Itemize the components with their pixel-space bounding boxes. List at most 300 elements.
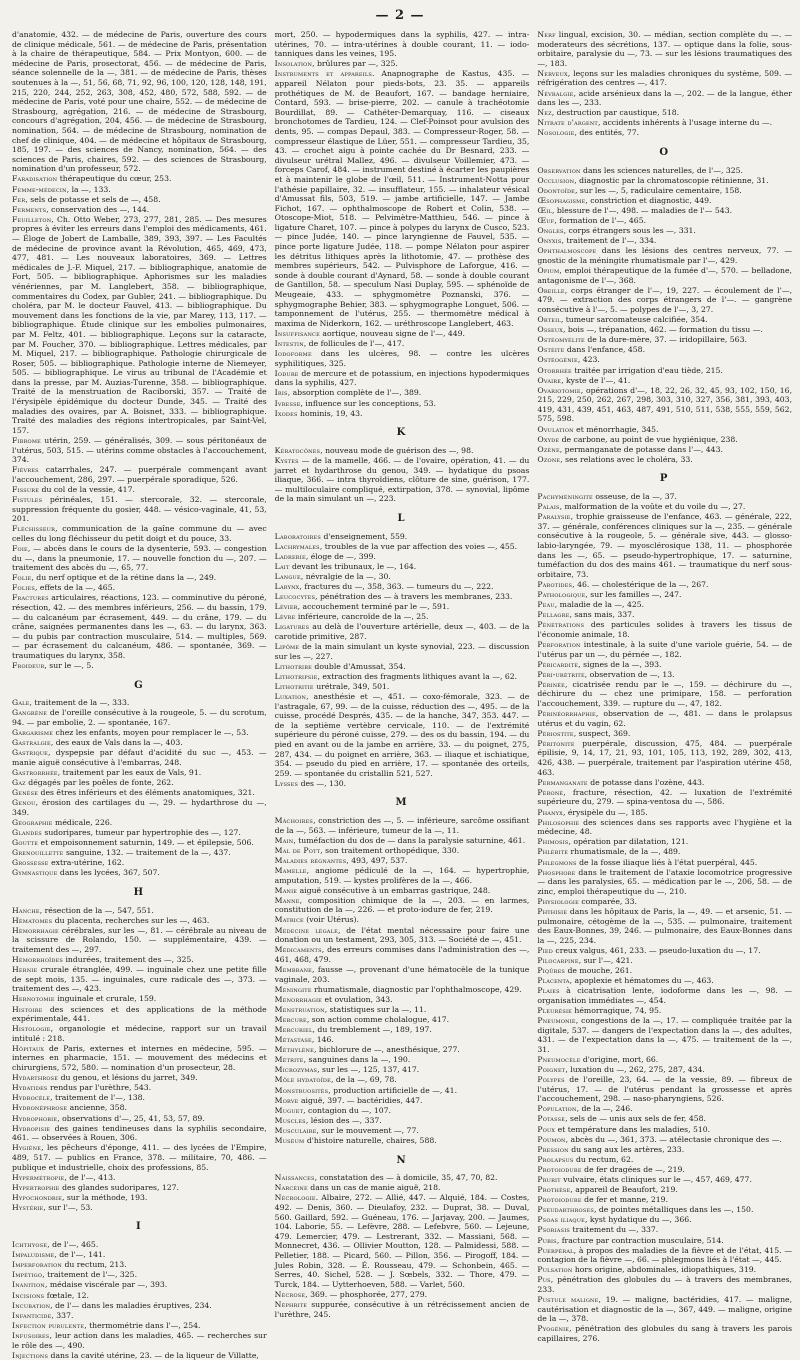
- index-term: Impétigo: [12, 1270, 43, 1280]
- index-text: indurées, traitement des —, 325.: [63, 955, 194, 965]
- index-term: Fractures: [12, 593, 49, 603]
- index-term: Protoiodure: [537, 1195, 582, 1205]
- index-text: , emploi thérapeutique de la fumée d'—, 570. — belladone, antagonisme de l'—, 368.: [537, 266, 793, 285]
- index-entry: [537, 1205, 792, 1215]
- index-entry: [12, 698, 267, 708]
- index-entry: [537, 1225, 792, 1235]
- index-text: extra-utérine, 162.: [48, 858, 125, 868]
- index-entry: [12, 858, 267, 868]
- index-entry: [537, 1104, 792, 1114]
- index-text: , de l'état mental nécessaire pour faire une donation ou un testament, 293, 305, 313. — Société de —, 451.: [274, 925, 530, 945]
- index-entry: [12, 1260, 267, 1270]
- index-text: , traitement de l'—, 325.: [42, 1270, 138, 1280]
- index-text: , fractures du —, 358, 363. — tumeurs du —, 222.: [299, 581, 494, 591]
- index-entry: [275, 602, 530, 612]
- index-term: Métastase: [274, 1035, 312, 1045]
- index-text: comparée, 33.: [578, 896, 637, 906]
- index-text: sanguine, 132. — traitement de la —, 437.: [63, 848, 231, 858]
- index-text: , extraction des fragments lithiques avant la —, 62.: [317, 671, 518, 681]
- index-term: Phlegmons: [537, 857, 577, 867]
- index-entry: [537, 445, 792, 455]
- index-text: , apoplexie et hématomes du —, 463.: [569, 976, 714, 986]
- index-term: Occlusion: [537, 175, 575, 185]
- index-term: Kystes: [274, 455, 299, 465]
- index-text: de mercure et de potassium, en injections hypodermiques dans la syphilis, 427.: [274, 368, 530, 388]
- index-text: . Anapnographe de Kastus, 435. — appareil Nélaton pour pieds-bots, 23. 35. — appareils prothétiques de M. de Beaufort, 167. — bandage herniaire, Contard, 593. — brise-pierre, 202. — canule à trachéotomie Bourdillat, 89. — Cathéter-Demarquay, 116. — ciseaux bronchotomes de Tardieu, 124. — Clef-Poinsot pour avulsion des dents, 95. — compas Depaul, 383. — Compresseur-Roger, 58. — compresseur élastique de Lüer, 551. — compresseur Tardieu, 35, 43. — crochet aigu à pointe cachée du Dr Besnard, 233. — divulseur urétral Mallez, 496. — divulseur Voillemier, 473. — forceps Carof, 484. — instrument destiné à écarter les paupières et à maintenir le globe de l'œil, 511. — Instrument-Notta pour l'athésie papillaire, 32. — insufflateur, 155. — inhalateur vésical d'Amussat fils, 503, 519. — jambe artificielle, 147. — Jambe Fichot, 167. — ophthalmoscope de Robert et Colin, 538. — Otoscope-Miot, 518. — Pelvimètre-Matthieu, 546. — pince à ligature Charet, 107. — pince à polypes du larynx de Cusco, 523. — pince Judée, 140. — pince laryngienne de Fauvel, 535. — pince porte ligature Judée, 118. — pompe Nélaton pour aspirer les détritus lithiques après la lithotomie, 47. — prothèse des membres supérieurs, 542. — Pulvisphore de Laforgue, 416. — sonde à double courant d'Aynard, 58. — sonde à double courant de Gantillon, 58. — speculum Nasi Duplay, 595. — sphénoïde de Meugeaie, 433. — sphygmomètre Poznanski, 376. — sphygmographe Behier, 383. — sphygmographe Longuet, 506. — tamponnement de l'utérus, 255. — thermomètre médical à maxima de Niderkorn, 162. — uréthroscope Langlebert, 463.: [274, 69, 530, 328]
- index-text: , brûlures par —, 325.: [312, 59, 398, 69]
- index-entry: [537, 1195, 792, 1205]
- index-term: Placenta: [537, 976, 570, 986]
- index-entry: [537, 620, 792, 639]
- index-text: , thermométrie dans l'—, 254.: [84, 1320, 201, 1330]
- index-term: Ivresse: [274, 398, 301, 408]
- index-entry: [275, 856, 530, 866]
- index-term: Perforation: [537, 639, 581, 649]
- index-entry: [537, 946, 792, 956]
- index-entry: [12, 215, 267, 436]
- index-term: Mâchoires: [274, 816, 314, 826]
- index-term: Ovaire: [537, 375, 562, 385]
- index-term: Plaies: [537, 986, 560, 996]
- index-text: de l'oreille, 23, 64. — de la vessie, 89. — fibreux de l'utérus, 17. — de l'utérus pendant la grossesse et après l'accouchement, 298. — naso-pharyngiens, 526.: [537, 1075, 793, 1104]
- index-entry: [537, 590, 792, 600]
- index-entry: [537, 1236, 792, 1246]
- index-text: d'origine, mort, 66.: [580, 1054, 659, 1064]
- section-letter: K: [396, 427, 408, 439]
- index-term: Foie: [12, 543, 28, 553]
- index-entry: [537, 660, 792, 670]
- index-text: , Ch. Otto Weber, 273, 277, 281, 285. — Des mesures propres à éviter les erreurs dans l'emploi des médicaments, 461. — Éloge de Jobert de Lamballe, 389, 393, 397. — Les Facultés de médecine de province avant la Révolution, 465, 469, 473, 477, 481. — Les nouveaux laboratoires, 369. — Lettres médicales de J.-F. Miquel, 217. — bibliographique, anatomie de Fort, 505. — bibliographique. Aphorismes sur les maladies vénériennes, par M. Langlebert, 358. — bibliographique, commentaires du Codex, par Gubler, 241. — bibliographique. Du choléra, par M. le docteur Fauvel, 413. — bibliographique. Du mouvement dans les fonctions de la vie, par Marey, 113, 117. — bibliographique. Étude clinique sur les embolies pulmonaires, par M. Feltz, 401. — bibliographique. Leçons sur la cataracte, par M. Foucher, 370. — bibliographique. Lettres médicales, par M. Miquel, 217. — bibliographique. Pathologie chirurgicale de Roser, 505. — bibliographique. Pathologie interne de Niemeyer, 505. — bibliographique. Le virus au tribunal de l'Académie et dans la presse, par M. Auzias-Turenne, 358. — bibliographique. Traité de la menstruation de Raciborski, 357. — Traité de l'érysipèle épidémique du docteur Dunde, 345. — Traité des maladies des ovaires, par A. Boisnet, 333. — bibliographique. Traité des maladies des régions intertropicales, par Saint-Vel, 157.: [12, 214, 267, 435]
- index-entry: [275, 456, 530, 504]
- index-text: de fer et manne, 219.: [581, 1195, 669, 1205]
- index-entry: [537, 709, 792, 728]
- index-text: , opérations d'—, 18, 22, 26, 32, 45, 93, 102, 150, 16, 215, 229, 250, 262, 267, 298, 303, 310, 327, 356, 381, 393, 403, 419, 431, 439, 451, 463, 487, 491, 510, 511, 538, 555, 559, 562, 575, 598.: [537, 385, 793, 424]
- index-text: du rectum, 62.: [573, 1154, 634, 1164]
- index-entry: [12, 1124, 267, 1143]
- index-term: Hôpitaux: [12, 1043, 45, 1053]
- index-text: , ses relations avec le choléra, 33.: [560, 454, 693, 464]
- index-text: , destruction par caustique, 518.: [551, 108, 680, 118]
- index-text: , fracture, résection, 42. — luxation de l'extrémité supérieure du, 279. — spina-ventosa du —, 586.: [537, 787, 793, 807]
- index-text: , diagnostic par la chromatoscopie rétinienne, 31.: [574, 175, 769, 185]
- index-text: dans les hôpitaux de Paris, la —, 49. — et arsenic, 51. — pulmonaire, cétogème de la —, 535. — pulmonaire, traitement des Eaux-Bonnes, 39, 246. — pulmonaire, des Eaux-Bonnes dans la —, 225, 234.: [537, 906, 793, 945]
- index-text: double d'Amussat, 354.: [311, 661, 406, 671]
- index-entry: [537, 355, 792, 365]
- index-term: Mamelle: [274, 866, 307, 875]
- index-text: à cicatrisation lente, iodoforme dans les —, 98. — organisation immédiates —, 454.: [537, 986, 793, 1005]
- index-entry: [12, 1203, 267, 1213]
- index-term: Ostéite: [537, 345, 565, 355]
- index-entry: [12, 916, 267, 926]
- index-term: Gaz: [12, 778, 26, 788]
- index-text: , résection de la —, 547, 551.: [39, 905, 154, 915]
- index-text: , kyst hydatique du —, 366.: [584, 1215, 692, 1225]
- index-entry: [275, 612, 530, 622]
- index-term: Gale: [12, 698, 30, 708]
- index-term: Intestin: [274, 339, 304, 348]
- index-term: Phlébite: [537, 847, 569, 857]
- index-term: Hernotomie: [12, 994, 55, 1004]
- index-text: et ménorrhagie, 345.: [573, 424, 659, 434]
- index-text: hors origine, abdominales, idiopathiques, 319.: [572, 1265, 757, 1275]
- index-text: , lésion des —, 337.: [305, 1115, 382, 1125]
- index-text: , 46. — cholestérique de la —, 267.: [572, 579, 709, 589]
- index-entry: [537, 118, 792, 128]
- index-text: , production artificielle de —, 41.: [328, 1085, 458, 1095]
- index-entry: [537, 1155, 792, 1165]
- index-entry: [537, 1016, 792, 1054]
- index-text: des sciences dans ses rapports avec l'hygiène et la médecine, 48.: [537, 817, 793, 837]
- index-term: Psoas iliaque: [537, 1215, 585, 1225]
- index-term: Médicaments: [274, 945, 322, 955]
- index-term: Philosophie: [537, 817, 580, 827]
- index-text: , pénétration des globules du — à travers des membranes, 233.: [537, 1275, 793, 1295]
- index-entry: [537, 680, 792, 709]
- index-entry: [537, 610, 792, 620]
- index-text: , effets de la —, 465.: [35, 583, 116, 593]
- index-term: Muséum: [274, 1136, 305, 1146]
- index-text: du rectum, 213.: [62, 1260, 127, 1270]
- index-term: Oreille: [537, 285, 565, 295]
- index-term: Hydrocèle: [12, 1093, 51, 1103]
- index-term: Hypermétropie: [12, 1172, 65, 1182]
- index-term: Fer: [12, 194, 26, 204]
- index-text: , signes de la —, 393.: [578, 659, 662, 669]
- index-term: Ligatures: [274, 622, 310, 632]
- index-entry: [275, 329, 530, 339]
- section-letter: P: [659, 473, 670, 485]
- index-entry: [537, 1175, 792, 1185]
- index-term: Lipôme: [274, 642, 300, 652]
- index-term: Gangrène: [12, 708, 48, 718]
- index-column-2: [274, 30, 530, 1319]
- index-entry: [12, 573, 267, 583]
- index-text: ancienne, 358.: [67, 1103, 127, 1113]
- index-text: crurale étranglée, 499. — inguinale chez une petite fille de sept mois, 135. — inguinales, cure radicale des —, 373. — traitement des —, 423.: [12, 965, 267, 994]
- index-term: Mercuriel: [274, 1025, 313, 1034]
- index-text: , tumeur sarcomateuse calcifiée, 354.: [560, 315, 708, 325]
- index-text: , bois —, trépanation, 462. — formation du tissu —.: [563, 325, 763, 335]
- index-term: Ophthalmoscope: [537, 246, 597, 256]
- index-entry: [12, 1250, 267, 1260]
- index-text: , permanganate de potasse dans l'—, 443.: [559, 444, 723, 454]
- index-term: Insolation: [274, 59, 313, 69]
- index-text: , sur les —, 5, radiculaire cementaire, 158.: [575, 185, 742, 195]
- index-text: lingual, excision, 30. — médian, section complète du —. — moderateurs des sécrétions, 137. — optique dans la folie, sous-orbitaire, paralysie du —, 73. — sur les lésions traumatiques des —, 183.: [537, 30, 793, 68]
- index-term: Ovulation: [537, 424, 574, 434]
- index-text: , érysipèle du —, 185.: [562, 807, 648, 817]
- index-term: Péritonite: [537, 738, 575, 748]
- index-term: Prurit: [537, 1175, 561, 1184]
- index-term: Néphrite: [274, 1299, 308, 1309]
- index-term: Pyogénie: [537, 1324, 570, 1334]
- index-term: Kératocônes: [274, 445, 321, 455]
- index-term: Parotides: [537, 579, 573, 589]
- index-text: cérébrales, sur les —, 81. — cérébrale au niveau de la scissure de Rolando, 150. — supplémentaire, 439. — traitement des —, 297.: [12, 925, 267, 954]
- index-entry: [12, 1291, 267, 1301]
- index-term: Fléchisseur: [12, 524, 56, 534]
- index-term: Potasse: [537, 1114, 566, 1124]
- index-term: Iodure: [274, 368, 299, 378]
- index-term: Muscles: [274, 1115, 306, 1125]
- index-entry: [537, 502, 792, 512]
- index-term: Œsophagisme: [537, 195, 586, 205]
- index-entry: [537, 266, 792, 285]
- index-entry: [275, 985, 530, 995]
- index-text: , leçons sur les maladies chroniques du système, 509. — réfrigération des centres —, 417.: [537, 68, 793, 88]
- index-text: , observation de —, 481. — dans le prolapsus utérus et du vagin, 62.: [537, 709, 793, 728]
- index-term: Feuilleton: [12, 214, 52, 224]
- index-text: , cicatrisée rendu par le —, 159. — déchirure du —, déchirure du — chez une primipare, 158. — perforation l'accouchement, 339. — rupture du —, 47, 182.: [537, 679, 793, 708]
- index-entry: [275, 1005, 530, 1015]
- index-column-3: [537, 30, 793, 1343]
- index-term: Menstruation: [274, 1004, 325, 1014]
- index-entry: [275, 816, 530, 835]
- index-term: Pression: [537, 1144, 569, 1154]
- index-text: , des entités, 77.: [574, 128, 640, 138]
- index-term: Nitrate d'argent: [537, 118, 598, 128]
- index-text: du genou, et lésions du jarret, 349.: [58, 1073, 198, 1083]
- index-term: Infanticide: [12, 1310, 52, 1320]
- index-text: des gaines tendineuses dans la syphilis secondaire, 461. — observées à Rouen, 306.: [12, 1123, 267, 1143]
- index-entry: [12, 1193, 267, 1203]
- index-text: , fausse —, provenant d'une hématocèle de la tunique vaginale, 203.: [274, 964, 530, 984]
- index-text: , acide arsénieux dans la —, 202. — de la langue, éther dans les —, 233.: [537, 88, 793, 108]
- index-term: Puerpéral: [537, 1245, 574, 1255]
- index-term: Mercure: [274, 1014, 307, 1024]
- index-term: Protoiodure: [537, 1164, 582, 1174]
- index-entry: [537, 837, 792, 847]
- index-text: , constriction et diagnostic, 449.: [585, 195, 712, 205]
- index-text: (voir Utérus).: [303, 915, 359, 925]
- index-entry: [537, 1215, 792, 1225]
- index-text: , traitement de la —, 333.: [29, 698, 130, 708]
- index-term: Hémorrhoïdes: [12, 955, 64, 965]
- index-entry: [275, 779, 530, 789]
- index-entry: [537, 128, 792, 138]
- index-text: , anesthésie et —, 451. — coxo-fémorale, 323. — de l'astragale, 67, 99. — de la cuisse, réduction des —, 495. — de la cuisse, procédé Després, 435. — de la hanche, 347, 353. 447. — de la septième vertèbre cervicale, 110. — de l'extrémité supérieure du péroné cuisse, 279. — des os du bassin, 194. — du pied en avant ou de la jambe en arrière, 33. — du poignet, 275, 287, 434. — du poignet en arrière, 363. — iliaque et ischiatique, 354. — pseudo du pied en arrière, 17. — spontanée des orteils, 259. — spontanée du cristallin 521, 527.: [274, 692, 530, 778]
- index-term: Matrice: [274, 915, 304, 925]
- index-text: , sanguines dans la —, 190.: [303, 1055, 411, 1065]
- index-term: Lachrymales: [274, 541, 320, 551]
- index-entry: [275, 915, 530, 925]
- index-text: , composition chimique de la —, 203. — en larmes, constitution de la —, 226. — et proto-iodure de fer, 219.: [274, 895, 530, 915]
- index-entry: [275, 339, 530, 349]
- index-term: Pulsation: [537, 1265, 573, 1275]
- index-entry: [537, 108, 792, 118]
- index-entry: [12, 818, 267, 828]
- index-term: Paralysie: [537, 512, 571, 522]
- index-entry: [275, 622, 530, 641]
- index-entry: [12, 1331, 267, 1350]
- index-term: Pseudarthroses: [537, 1205, 594, 1215]
- index-text: de carbone, au point de vue hygiénique, 238.: [559, 434, 738, 444]
- index-text: , la —, 133.: [66, 184, 111, 194]
- index-text: , maladie de la —, 425.: [554, 600, 645, 610]
- index-text: , influence sur les conceptions, 53.: [300, 398, 436, 408]
- index-term: Gastrique: [12, 748, 49, 758]
- index-entry: [275, 349, 530, 368]
- index-term: Monstruosités: [274, 1085, 329, 1095]
- index-entry: [12, 926, 267, 955]
- index-term: Ostéogénie: [537, 355, 578, 365]
- index-entry: [275, 1045, 530, 1055]
- index-term: Fièvres: [12, 465, 39, 475]
- index-term: Phimosis: [537, 837, 569, 847]
- index-entry: [537, 788, 792, 807]
- index-text: du placenta, recherches sur les —, 463.: [52, 915, 210, 925]
- index-entry: [537, 345, 792, 355]
- index-text: de Paris, externes et internes en médecine, 595. — internes en pharmacie, 151. — mouvement des médecins et chirurgiens, 572, 580. — nomination d'un prosecteur, 28.: [12, 1043, 267, 1073]
- index-entry: [12, 544, 267, 573]
- index-text: des particules solides à travers les tissus de l'économie animale, 18.: [537, 620, 793, 639]
- index-text: , à propos des maladies de la fièvre et de l'état, 415. — contagion de la fièvre —, 66. — phlegmons liés à l'état —, 445.: [537, 1245, 793, 1265]
- index-term: Iris: [274, 388, 288, 398]
- index-entry: [12, 30, 267, 174]
- index-entry: [537, 89, 792, 108]
- index-text: , traitement de l'—, 334.: [561, 236, 657, 246]
- index-term: Onyxis: [537, 236, 562, 246]
- index-term: Lithotritie: [274, 681, 314, 691]
- index-text: au delà de l'ouverture artérielle, deux —, 403. — de la carotide primitive, 287.: [274, 622, 530, 641]
- index-term: Hémorrhagie: [12, 925, 59, 935]
- index-entry: [12, 1301, 267, 1311]
- index-term: Hématomes: [12, 915, 53, 925]
- index-entry: [12, 1311, 267, 1321]
- index-entry: [537, 512, 792, 579]
- index-entry: [12, 465, 267, 484]
- index-text: traitement du —, 337.: [570, 1225, 659, 1235]
- index-text: dans les sciences naturelles, de l'—, 325.: [580, 165, 743, 175]
- index-entry: [275, 399, 530, 409]
- index-term: Hydarthrose: [12, 1073, 59, 1083]
- index-entry: [537, 425, 792, 435]
- index-entry: [12, 593, 267, 660]
- index-entry: [537, 366, 792, 376]
- index-term: Histologie: [12, 1024, 51, 1034]
- index-term: Langue: [274, 571, 301, 581]
- index-entry: [12, 1183, 267, 1193]
- index-entry: [537, 897, 792, 907]
- index-text: , constriction des —, 5. — inférieure, sarcôme ossifiant de la —, 563. — inférieure, tumeur de la —, 11.: [274, 816, 530, 835]
- index-entry: [537, 1165, 792, 1175]
- index-text: médicale, 226.: [52, 817, 113, 827]
- index-text: , 146.: [311, 1035, 334, 1045]
- index-term: Gargarisme: [12, 728, 54, 738]
- index-text: creux valgus, 461, 233. — pseudo-luxation du —, 17.: [552, 945, 761, 955]
- index-term: Ferments: [12, 204, 47, 214]
- index-entry: [537, 196, 792, 206]
- index-text: , suspect, 369.: [573, 728, 631, 738]
- index-text: , accouchement terminé par le —, 591.: [297, 602, 450, 612]
- index-term: Genou: [12, 798, 36, 808]
- index-term: Musculaire: [274, 1125, 317, 1135]
- index-term: Hanche: [12, 905, 40, 915]
- index-term: Gastrorrhée: [12, 767, 58, 777]
- index-text: hémorragique, 74, 95.: [571, 1005, 662, 1015]
- index-term: Fistules: [12, 495, 43, 504]
- index-term: Gymnastique: [12, 868, 58, 878]
- index-term: Ovariotomie: [537, 385, 581, 395]
- index-term: Population: [537, 1104, 577, 1114]
- index-text: puerpérale, discussion, 475, 484. — puerpérale épilisie, 9, 14, 17, 21, 93, 101, 105, 113, 192, 289, 302, 413, 426, 438. — puerpérale, traitement par l'aspiration utérine 458, 463.: [537, 738, 793, 777]
- index-entry: [537, 226, 792, 236]
- index-text: , statistiques sur la —, 11.: [324, 1004, 427, 1014]
- index-text: , son traitement orthopédique, 330.: [320, 845, 460, 855]
- index-entry: [12, 994, 267, 1004]
- index-text: , sans mais, 337.: [569, 610, 635, 620]
- index-entry: [275, 30, 530, 59]
- section-letter: G: [134, 679, 145, 691]
- index-entry: [537, 335, 792, 345]
- index-term: Œuf: [537, 216, 555, 226]
- index-entry: [12, 1280, 267, 1290]
- index-text: , communication de la gaîne commune du — avec celles du long fléchisseur du petit doigt et du pouce, 33.: [12, 524, 267, 543]
- index-text: , sur le —, 5.: [44, 661, 94, 671]
- index-term: Polypes: [537, 1075, 565, 1085]
- index-text: , sur les —, 125, 137, 417.: [317, 1065, 420, 1075]
- index-text: , appareil de Beaufort, 219.: [570, 1185, 678, 1195]
- index-term: Phthisie: [537, 906, 568, 916]
- index-entry: [537, 325, 792, 335]
- index-entry: [537, 1055, 792, 1065]
- index-term: Froideur: [12, 661, 45, 671]
- index-term: Grenouillette: [12, 848, 64, 858]
- index-entry: [12, 778, 267, 788]
- index-term: Nosologie: [537, 128, 575, 138]
- index-term: Manne: [274, 895, 300, 905]
- index-term: Odontoïde: [537, 185, 575, 195]
- index-text: dans l'enfance, 458.: [564, 345, 646, 355]
- index-term: Mal de Pott: [274, 845, 321, 855]
- index-text: , observations d'—, 25, 41, 53, 57, 89.: [57, 1113, 205, 1123]
- index-text: , des erreurs commises dans l'administration des —, 461, 468, 479.: [274, 945, 530, 964]
- index-term: Gastralgie: [12, 738, 51, 748]
- index-text: , de l'— dans les maladies éruptives, 234.: [50, 1300, 212, 1310]
- index-entry: [275, 886, 530, 896]
- index-text: d'anatomie, 432. — de médecine de Paris, ouverture des cours de clinique médicale, 561. — de médecine de Paris, présentation à la chaire de thérapeutique, 584. — Prix Montyon, 600. — de médecine de Paris, prosectorat, 456. — de médecine de Paris, séance solennelle de la —, 381. — de médecine de Paris, thèses soutenues à la —, 51, 56, 68, 71, 92, 96, 100, 120, 128, 148, 191, 215, 220, 244, 252, 263, 308, 452, 480, 572, 588, 592. — de médecine de Paris, voté pour une chaire, 552. — de médecine de Strasbourg, agrégation, 216. — de médecine de Strasbourg, concours d'agrégation, 204, 456. — de médecine de Strasbourg, nomination, 564. — de médecine de Strasbourg, nomination de chef de clinique, 404. — de médecine et hôpitaux de Strasbourg, 185, 197. — des sciences de Nancy, nomination, 564. — des sciences de Paris, chaires, 592. — des sciences de Strasbourg, nomination d'un professeur, 572.: [12, 30, 267, 174]
- index-term: Ozène: [537, 444, 560, 454]
- index-entry: [275, 672, 530, 682]
- index-text: d'enseignement, 559.: [321, 531, 408, 541]
- index-term: Périnéorrhaphie: [537, 709, 596, 719]
- index-entry: [12, 583, 267, 593]
- index-text: , pénétration des — à travers les membranes, 233.: [315, 592, 513, 602]
- index-text: inguinale et crurale, 159.: [54, 994, 157, 1004]
- index-text: , blessure de l'—, 498. — maladies de l'— 543.: [551, 206, 733, 215]
- index-text: , tuméfaction du dos de — dans la paralysie saturnine, 461.: [293, 835, 526, 845]
- index-text: sudoripares, tumeur par hypertrophie des —, 127.: [41, 828, 241, 837]
- index-term: Pellagre: [537, 610, 570, 620]
- section-letter: L: [397, 512, 407, 524]
- index-text: dégagés par les poêles de fonte, 262.: [25, 778, 174, 788]
- index-entry: [275, 562, 530, 572]
- index-text: des —, 130.: [298, 778, 347, 788]
- index-text: inférieure, cancroïde de la —, 25.: [295, 612, 429, 622]
- index-text: , corps étranger de l'—, 19, 227. — écoulement de l'—, 479. — extraction des corps étrangers de l'—. — gangrène consécutive à l'—, 5. — polypes de l'—, 3, 27.: [537, 285, 793, 314]
- index-term: Manie: [274, 885, 298, 895]
- index-term: Pachyméningite: [537, 492, 593, 502]
- index-entry: [12, 955, 267, 965]
- index-entry: [537, 640, 792, 659]
- index-term: Hydropisie: [12, 1123, 51, 1133]
- index-text: fœtale, 12.: [44, 1290, 89, 1300]
- index-entry: [12, 906, 267, 916]
- index-term: Pilocarpine: [537, 955, 579, 965]
- index-text: et température dans les maladies, 510.: [555, 1124, 711, 1134]
- index-term: Impaludisme: [12, 1250, 55, 1260]
- index-text: , conservation des —, 144.: [46, 204, 150, 214]
